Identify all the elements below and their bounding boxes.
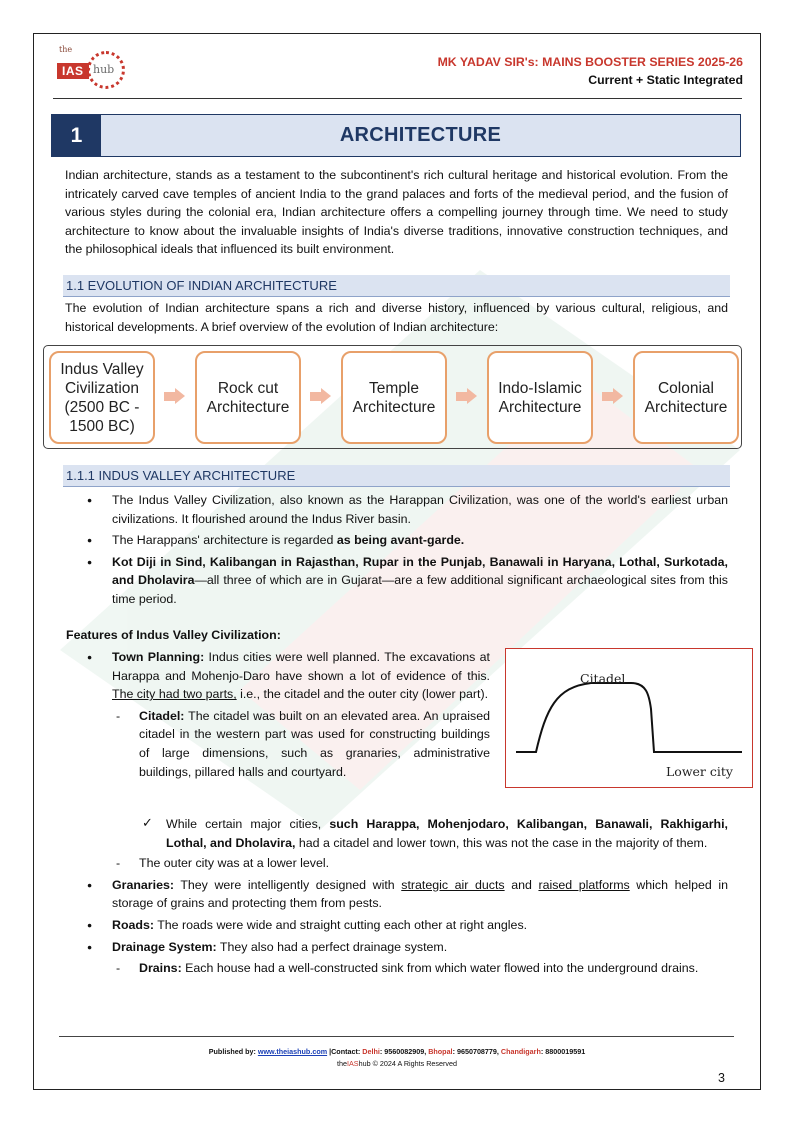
- list-item: ● Town Planning: Indus cities were well planned. The excavations at Harappa and Mohenjo-Daro have shown a lot of evidence of this. The city had two parts, i.e., the citadel and the outer city (lower part).: [85, 648, 490, 704]
- list-item: ● Kot Diji in Sind, Kalibangan in Rajasthan, Rupar in the Punjab, Banawali in Haryana, Lothal, Surkotada, and Dholavira—all three of which are in Gujarat—are a few additional significant archaeological sites from this time period.: [85, 553, 728, 609]
- logo-the: the: [59, 45, 73, 54]
- list-item: ● Roads: The roads were wide and straight cutting each other at right angles.: [85, 916, 728, 935]
- list-item: - The outer city was at a lower level.: [85, 854, 728, 873]
- citadel-label: Citadel: [580, 671, 626, 686]
- chapter-banner: [51, 114, 741, 157]
- footer-copyright: theIAShub © 2024 A Rights Reserved: [337, 1059, 457, 1068]
- footer-divider: [59, 1036, 734, 1037]
- evolution-paragraph: The evolution of Indian architecture spans a rich and diverse history, influenced by various cultural, religious, and historical developments. A brief overview of the evolution of Indian architecture:: [65, 301, 728, 334]
- flow-step-colonial: Colonial Architecture: [633, 351, 739, 444]
- series-title: MK YADAV SIR's: MAINS BOOSTER SERIES 2025-26: [437, 55, 743, 69]
- intro-paragraph: Indian architecture, stands as a testament to the subcontinent's rich cultural heritage and historical evolution. From the intricately carved cave temples of ancient India to the grand palaces and forts of the medieval period, and the fusion of various styles during the colonial era, Indian architecture offers a compelling journey through time. We need to study architecture to know about the invaluable insights of India's diverse traditions, innovative construction techniques, and the philosophical ideals that influenced its built environment.: [65, 168, 728, 257]
- list-item: ✓ While certain major cities, such Harappa, Mohenjodaro, Kalibangan, Banawali, Rakhigarhi, Lothal, and Dholavira, had a citadel and lower town, this was not the case in the majority of them.: [85, 815, 728, 852]
- footer-contact: Published by: www.theiashub.com |Contact: Delhi: 9560082909, Bhopal: 9650708779, Chandigarh: 8800019591: [208, 1047, 586, 1056]
- flow-step-indo-islamic: Indo-Islamic Architecture: [487, 351, 593, 444]
- list-item: - Drains: Each house had a well-constructed sink from which water flowed into the underground drains.: [85, 959, 728, 978]
- features-bullets: [85, 815, 728, 978]
- logo-ias: IAS: [57, 63, 89, 79]
- citadel-diagram: [505, 648, 753, 788]
- logo-hub: hub: [93, 63, 115, 76]
- flow-step-temple: Temple Architecture: [341, 351, 447, 444]
- list-item: - Citadel: The citadel was built on an elevated area. An upraised citadel in the western part was used for constructing buildings of large dimensions, such as granaries, administrative buildings, pillared halls and courtyard.: [85, 707, 490, 781]
- header-divider: [53, 98, 742, 99]
- website-link[interactable]: www.theiashub.com: [257, 1047, 328, 1056]
- list-item: ● Granaries: They were intelligently designed with strategic air ducts and raised platforms which helped in storage of grains and protecting them from pests.: [85, 876, 728, 913]
- town-planning-block: [85, 648, 490, 784]
- chapter-number: 1: [52, 115, 101, 156]
- section-heading-evolution: 1.1 EVOLUTION OF INDIAN ARCHITECTURE: [63, 275, 730, 297]
- indus-bullets: [85, 491, 728, 612]
- features-title: Features of Indus Valley Civilization:: [66, 628, 281, 642]
- list-item: ● The Harappans' architecture is regarded as being avant-garde.: [85, 531, 728, 550]
- flow-step-indus: Indus Valley Civilization (2500 BC - 1500 BC): [49, 351, 155, 444]
- section-heading-indus: 1.1.1 INDUS VALLEY ARCHITECTURE: [63, 465, 730, 487]
- ias-hub-logo[interactable]: [57, 45, 131, 89]
- lower-city-label: Lower city: [666, 764, 733, 779]
- series-subtitle: Current + Static Integrated: [588, 73, 743, 87]
- list-item: ● The Indus Valley Civilization, also known as the Harappan Civilization, was one of the world's earliest urban civilizations. It flourished around the Indus River basin.: [85, 491, 728, 528]
- chapter-title: ARCHITECTURE: [101, 115, 740, 156]
- flow-step-rockcut: Rock cut Architecture: [195, 351, 301, 444]
- list-item: ● Drainage System: They also had a perfect drainage system.: [85, 938, 728, 957]
- evolution-flowchart: [43, 345, 742, 449]
- page-number: 3: [718, 1071, 725, 1085]
